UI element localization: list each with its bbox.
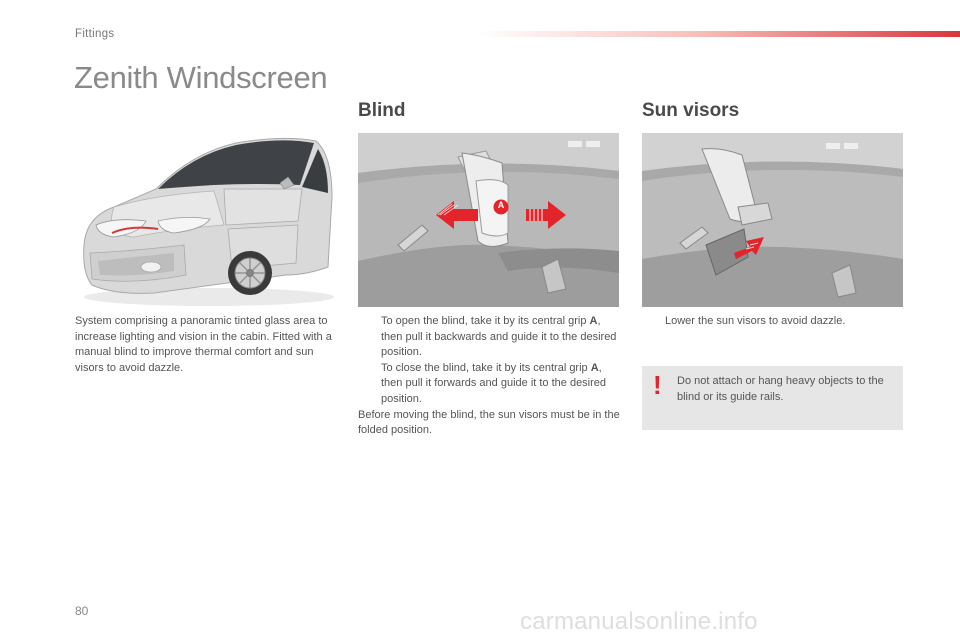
watermark: carmanualsonline.info [520, 608, 758, 635]
callout-a: A [497, 200, 505, 210]
warning-text: Do not attach or hang heavy objects to the blind or its guide rails. [677, 375, 884, 403]
sun-visor-illustration [642, 133, 903, 307]
page-title: Zenith Windscreen [74, 60, 328, 95]
sun-visor-bullet-text: Lower the sun visors to avoid dazzle. [665, 315, 846, 327]
blind-illustration [358, 133, 619, 307]
bullet-glyph [642, 314, 665, 330]
blind-bullet [358, 361, 620, 408]
blind-bullet [358, 314, 620, 361]
warning-icon: ! [653, 370, 662, 400]
bullet-glyph [358, 361, 381, 408]
warning-box [642, 366, 903, 430]
car-illustration [74, 125, 336, 307]
bullet-glyph [358, 314, 381, 361]
header-accent-bar [478, 31, 960, 37]
intro-text: System comprising a panoramic tinted glass area to increase lighting and vision in the cabin. Fitted with a manual blind to improve thermal comfort and sun visors to avoid dazzle. [75, 315, 332, 374]
page-number: 80 [75, 604, 89, 618]
blind-bullet-text: To open the blind, take it by its central grip A, then pull it backwards and guide it to the desired position. [381, 315, 617, 359]
sun-visor-bullet [642, 314, 904, 330]
blind-note: Before moving the blind, the sun visors must be in the folded position. [358, 408, 620, 437]
blind-heading: Blind [358, 100, 406, 121]
blind-bullet-text: To close the blind, take it by its central grip A, then pull it forwards and guide it to the desired position. [381, 361, 607, 405]
sun-visor-instructions [642, 314, 904, 330]
blind-instructions [358, 314, 620, 439]
section-label: Fittings [75, 28, 115, 40]
sun-visors-heading: Sun visors [642, 100, 740, 121]
